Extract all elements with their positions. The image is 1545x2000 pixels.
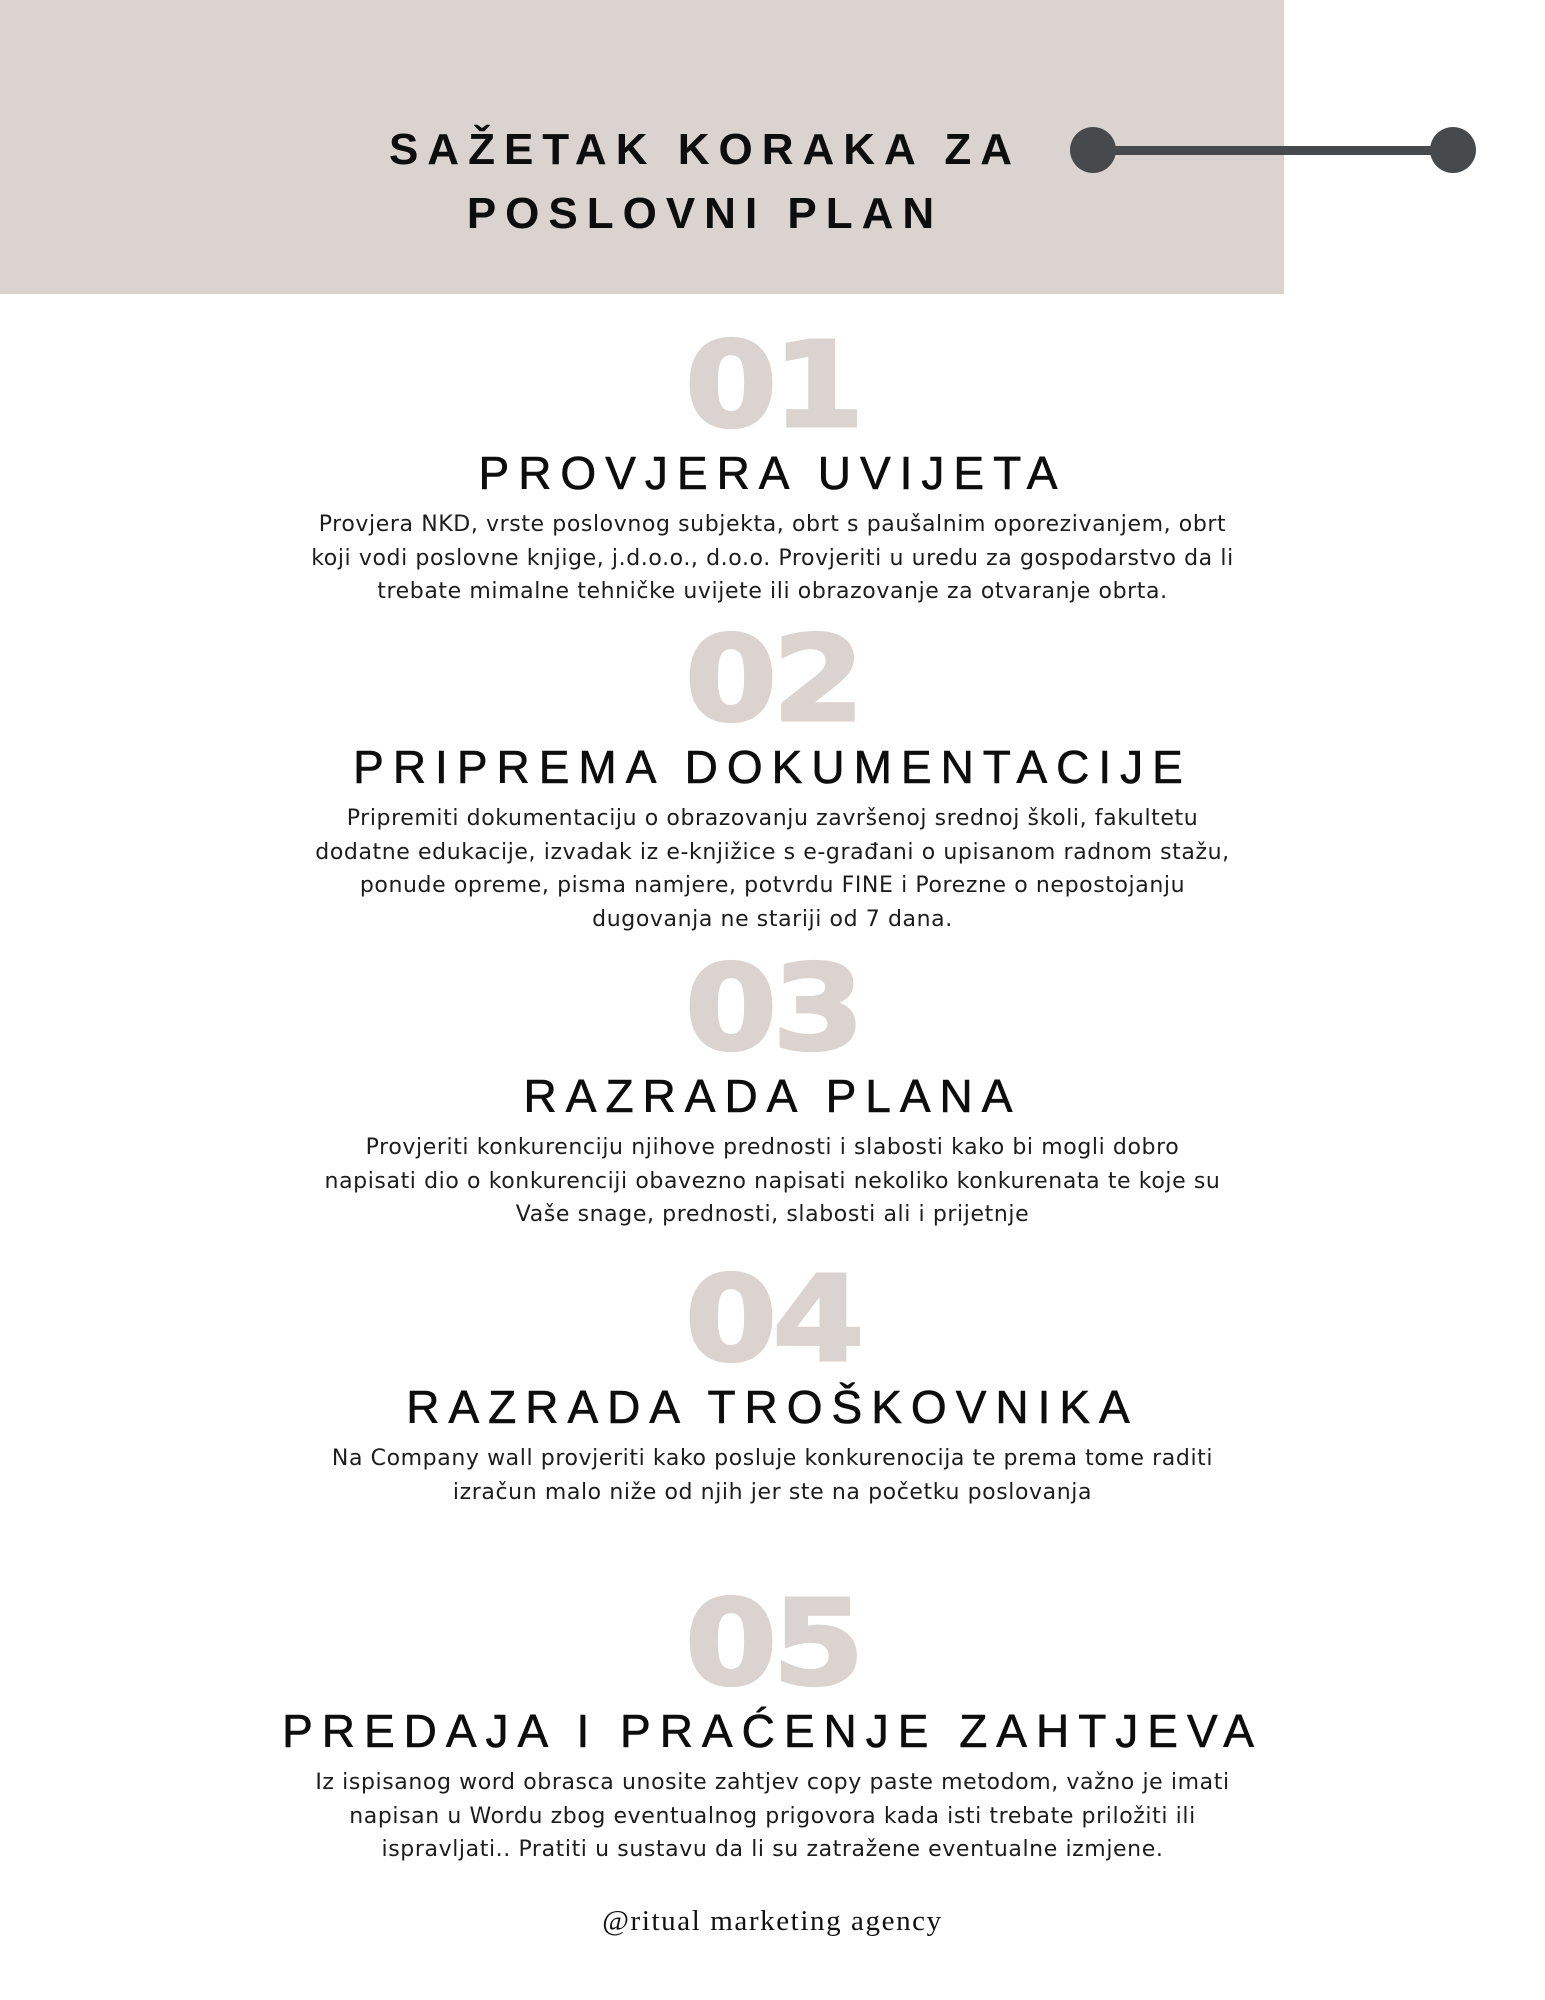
step-description-line: Pripremiti dokumentaciju o obrazovanju završenoj srednoj školi, fakultetu xyxy=(346,806,1199,831)
step-description-line: napisan u Wordu zbog eventualnog prigovora kada isti trebate priložiti ili xyxy=(349,1803,1196,1829)
step-03 xyxy=(0,939,1545,1232)
step-description xyxy=(268,1766,1278,1867)
step-description xyxy=(268,508,1278,609)
step-description-line: dodatne edukacije, izvadak iz e-knjižice s e-građani o upisanom radnom stažu, xyxy=(315,839,1230,865)
page-title-line-1: SAŽETAK KORAKA ZA xyxy=(388,125,1022,174)
step-description-line: Iz ispisanog word obrasca unosite zahtjev copy paste metodom, važno je imati xyxy=(315,1770,1230,1795)
step-05 xyxy=(0,1574,1545,1867)
step-title: RAZRADA PLANA xyxy=(523,1070,1022,1122)
step-number: 02 xyxy=(685,610,860,748)
step-number: 01 xyxy=(685,316,860,454)
step-title: PROVJERA UVIJETA xyxy=(478,447,1067,499)
step-description-line: Vaše snage, prednosti, slabosti ali i prijetnje xyxy=(515,1202,1030,1227)
step-number: 05 xyxy=(685,1574,860,1712)
step-02 xyxy=(0,610,1545,936)
page-title xyxy=(300,118,1110,246)
step-description-line: dugovanja ne stariji od 7 dana. xyxy=(592,906,953,932)
step-04 xyxy=(0,1250,1545,1509)
step-description-line: izračun malo niže od njih jer ste na početku poslovanja xyxy=(452,1479,1093,1505)
page-title-line-2: POSLOVNI PLAN xyxy=(466,189,944,238)
step-description-line: Na Company wall provjeriti kako posluje konkurenocija te prema tome raditi xyxy=(331,1446,1214,1471)
connector-dot-end-icon xyxy=(1430,127,1476,173)
step-01 xyxy=(0,316,1545,609)
step-number: 03 xyxy=(685,939,860,1077)
step-description-line: trebate mimalne tehničke uvijete ili obrazovanje za otvaranje obrta. xyxy=(377,579,1168,604)
timeline-connector-icon xyxy=(1070,127,1476,173)
step-description-line: Provjera NKD, vrste poslovnog subjekta, obrt s paušalnim oporezivanjem, obrt xyxy=(318,512,1227,537)
step-number: 04 xyxy=(685,1250,860,1388)
connector-line xyxy=(1093,146,1453,155)
step-description xyxy=(268,802,1278,936)
step-description-line: ponude opreme, pisma namjere, potvrdu FINE i Porezne o nepostojanju xyxy=(359,873,1186,898)
step-description-line: koji vodi poslovne knjige, j.d.o.o., d.o.o. Provjeriti u uredu za gospodarstvo da li xyxy=(311,545,1234,571)
step-title: RAZRADA TROŠKOVNIKA xyxy=(406,1381,1139,1433)
step-description-line: ispravljati.. Pratiti u sustavu da li su zatražene eventualne izmjene. xyxy=(381,1837,1164,1862)
step-description-line: Provjeriti konkurenciju njihove prednosti i slabosti kako bi mogli dobro xyxy=(365,1135,1180,1160)
step-description xyxy=(268,1131,1278,1232)
connector-dot-start-icon xyxy=(1070,127,1116,173)
step-description xyxy=(268,1442,1278,1509)
step-title: PREDAJA I PRAĆENJE ZAHTJEVA xyxy=(282,1705,1263,1757)
step-title: PRIPREMA DOKUMENTACIJE xyxy=(353,741,1192,793)
footer-credit: @ritual marketing agency xyxy=(602,1905,943,1937)
step-description-line: napisati dio o konkurenciji obavezno napisati nekoliko konkurenata te koje su xyxy=(324,1168,1221,1194)
